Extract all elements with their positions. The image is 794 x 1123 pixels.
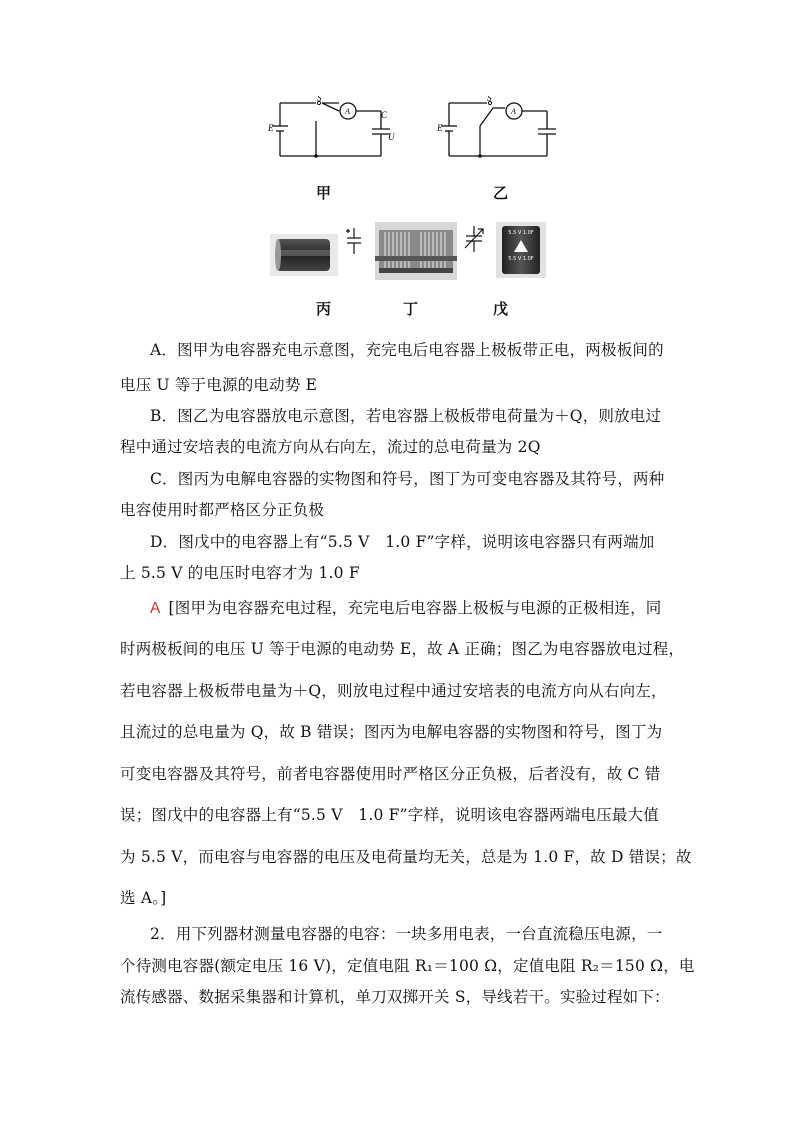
option-c-line1: C．图丙为电解电容器的实物图和符号，图丁为可变电容器及其符号，两种 (150, 470, 665, 488)
answer-line1: A [图甲为电容器充电过程，充完电后电容器上极板与电源的正极相连，同 (150, 599, 662, 617)
variable-capacitor-photo (375, 222, 457, 280)
figure-label-bing: 丙 (316, 300, 332, 318)
switch-label: S (487, 96, 492, 103)
answer-line8: 选 A。] (120, 889, 167, 907)
variable-capacitor-symbol-icon (462, 226, 486, 252)
question2-line2: 个待测电容器(额定电压 16 V)，定值电阻 R₁＝100 Ω，定值电阻 R₂＝150 Ω，电 (120, 957, 695, 975)
figure-label-wu: 戊 (493, 300, 509, 318)
electrolytic-capacitor-symbol-icon (344, 228, 364, 256)
circuit-diagram-jia (268, 96, 398, 166)
figure-label-ding: 丁 (403, 300, 419, 318)
answer-letter: A (150, 600, 161, 617)
switch-label: S (317, 96, 322, 103)
answer-line6: 误；图戊中的电容器上有“5.5 V 1.0 F”字样，说明该电容器两端电压最大值 (120, 806, 659, 824)
electrolytic-capacitor-photo (270, 234, 338, 276)
figure-label-yi: 乙 (493, 184, 509, 202)
option-c-line2: 电容使用时都严格区分正负极 (120, 501, 325, 519)
option-b-line2: 程中通过安培表的电流方向从右向左，流过的总电荷量为 2Q (120, 438, 541, 456)
capacitor-marking-bottom: 5.5 V 1.0F (508, 256, 534, 262)
ammeter-label: A (511, 107, 516, 116)
capacitor-label: C (381, 110, 388, 120)
answer-line4: 且流过的总电量为 Q，故 B 错误；图丙为电解电容器的实物图和符号，图丁为 (120, 723, 663, 741)
ammeter-label: A (345, 107, 350, 116)
capacitor-marking-top: 5.5 V 1.0F (508, 230, 534, 236)
answer-line3: 若电容器上极板带电量为＋Q，则放电过程中通过安培表的电流方向从右向左， (120, 682, 667, 700)
supercapacitor-photo (496, 222, 546, 278)
figure-label-jia: 甲 (316, 184, 332, 202)
option-b-line1: B．图乙为电容器放电示意图，若电容器上极板带电荷量为＋Q，则放电过 (150, 407, 662, 425)
answer-line2: 时两极板间的电压 U 等于电源的电动势 E，故 A 正确；图乙为电容器放电过程， (120, 640, 685, 658)
option-a-line1: A．图甲为电容器充电示意图，充完电后电容器上极板带正电，两极板间的 (150, 341, 664, 359)
circuit-diagram-yi (437, 96, 567, 166)
source-label: E (437, 123, 443, 133)
source-label: E (268, 123, 274, 133)
answer-line5: 可变电容器及其符号，前者电容器使用时严格区分正负极，后者没有，故 C 错 (120, 765, 661, 783)
option-a-line2: 电压 U 等于电源的电动势 E (120, 376, 318, 394)
voltage-label: U (388, 132, 395, 142)
option-d-line1: D．图戊中的电容器上有“5.5 V 1.0 F”字样，说明该电容器只有两端加 (150, 533, 655, 551)
question2-line1: 2．用下列器材测量电容器的电容：一块多用电表，一台直流稳压电源，一 (150, 925, 663, 943)
question2-line3: 流传感器、数据采集器和计算机，单刀双掷开关 S，导线若干。实验过程如下： (120, 988, 670, 1006)
answer-line7: 为 5.5 V，而电容与电容器的电压及电荷量均无关，总是为 1.0 F，故 D 错误；故 (120, 848, 692, 866)
option-d-line2: 上 5.5 V 的电压时电容才为 1.0 F (120, 564, 360, 582)
